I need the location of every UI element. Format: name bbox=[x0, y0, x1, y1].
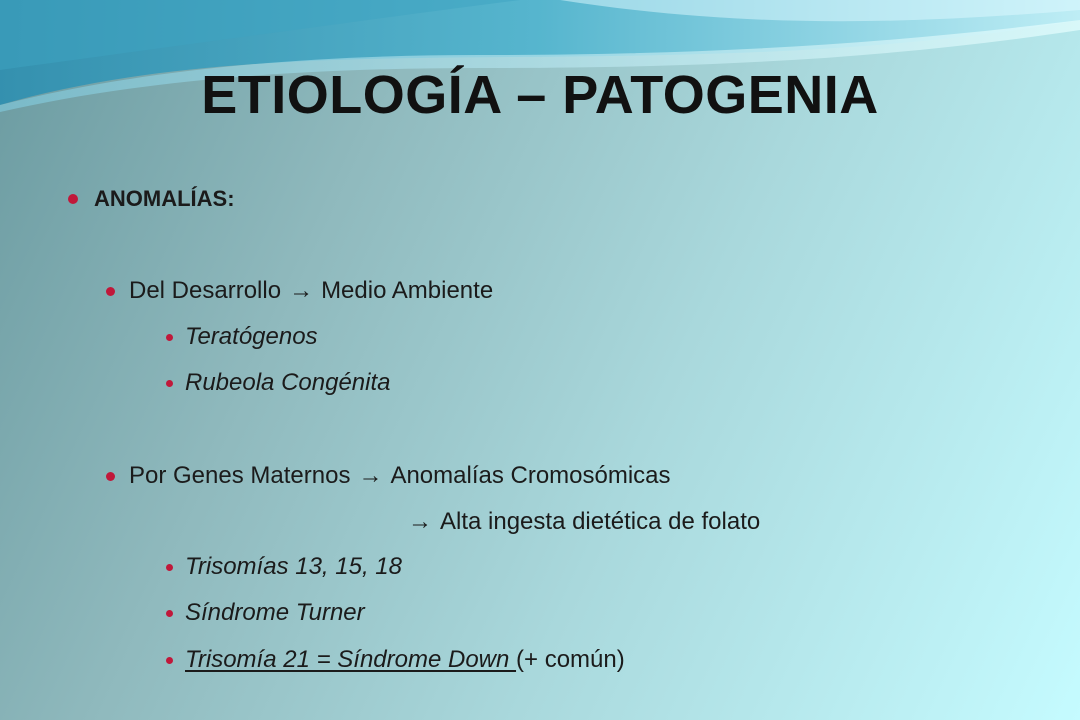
item-suffix: (+ común) bbox=[516, 646, 625, 673]
item-text: Trisomía 21 = Síndrome Down bbox=[185, 646, 517, 673]
item-text: Rubeola Congénita bbox=[185, 369, 391, 396]
bullet-icon bbox=[166, 564, 173, 571]
item-text: Por Genes Maternos bbox=[129, 462, 351, 489]
bullet-icon bbox=[166, 657, 173, 664]
bullet-icon bbox=[166, 380, 173, 387]
item-text: Síndrome Turner bbox=[185, 599, 365, 626]
arrow-right-icon: → bbox=[358, 462, 383, 489]
slide-title: ETIOLOGÍA – PATOGENIA bbox=[201, 65, 879, 125]
heading-text: ANOMALÍAS: bbox=[94, 186, 235, 211]
item-text: Del Desarrollo bbox=[129, 277, 282, 304]
item-text-after: Medio Ambiente bbox=[321, 277, 494, 304]
bullet-icon bbox=[166, 610, 173, 617]
list-item-teratogenos bbox=[166, 323, 318, 351]
list-item-genes-maternos bbox=[106, 462, 671, 490]
section-heading-anomalias bbox=[68, 186, 235, 212]
bullet-icon bbox=[106, 472, 115, 481]
list-item-turner bbox=[166, 599, 365, 627]
list-item-rubeola bbox=[166, 369, 391, 397]
item-text-after: Anomalías Cromosómicas bbox=[390, 462, 671, 489]
bullet-icon bbox=[68, 194, 78, 204]
arrow-right-icon: → bbox=[408, 508, 432, 535]
arrow-right-icon: → bbox=[289, 277, 314, 304]
item-text: Trisomías 13, 15, 18 bbox=[185, 553, 402, 580]
list-item-desarrollo bbox=[106, 277, 493, 305]
list-item-trisomias bbox=[166, 553, 402, 581]
item-text: Teratógenos bbox=[185, 323, 318, 350]
list-item-down bbox=[166, 646, 625, 674]
list-item-folato bbox=[408, 508, 760, 536]
bullet-icon bbox=[166, 334, 173, 341]
bullet-icon bbox=[106, 287, 115, 296]
item-text-after: Alta ingesta dietética de folato bbox=[440, 508, 761, 535]
